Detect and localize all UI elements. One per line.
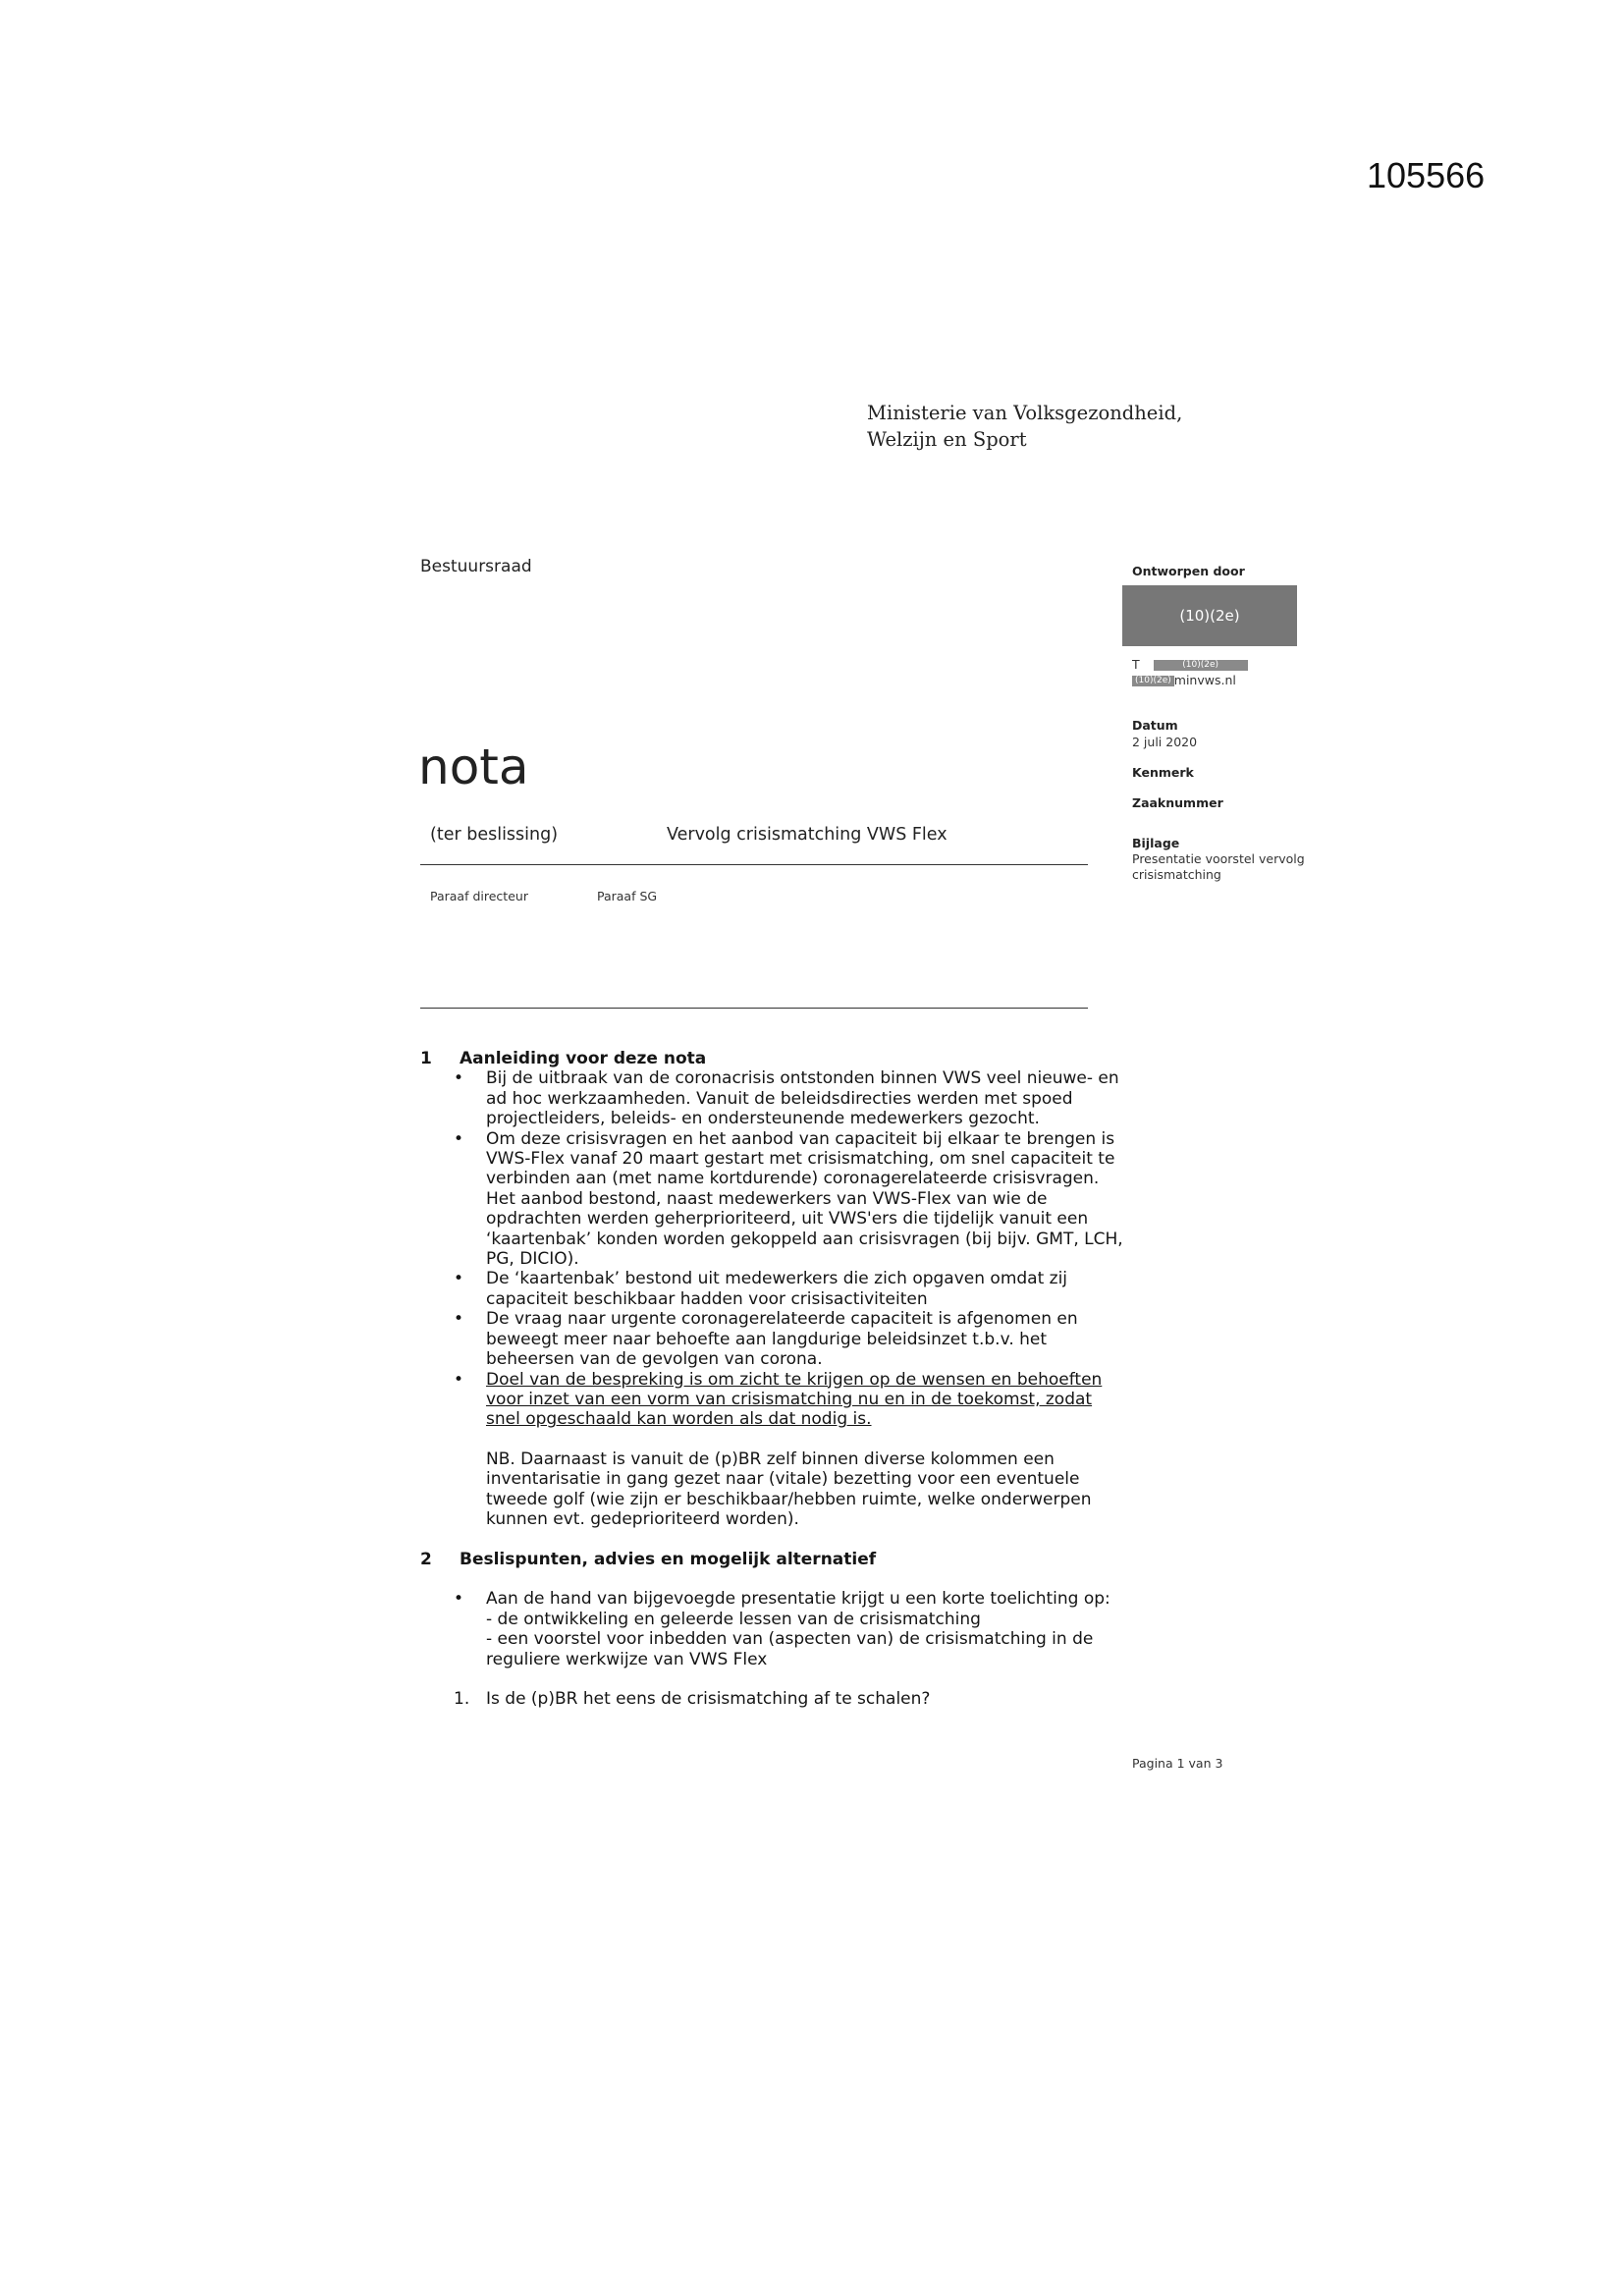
question-text: Is de (p)BR het eens de crisismatching af te schalen? <box>486 1689 931 1710</box>
question-number: 1. <box>454 1689 470 1710</box>
list-item <box>420 1370 1127 1430</box>
list-item <box>420 1689 1127 1709</box>
section-2-bullets <box>420 1589 1127 1669</box>
nb-note: NB. Daarnaast is vanuit de (p)BR zelf binnen diverse kolommen een inventarisatie in gang gezet naar (vitale) bezetting voor een eventuele tweede golf (wie zijn er beschikbaar/hebben ruimte, welke onderwerpen kunnen evt. gedeprioriteerd worden). <box>486 1449 1092 1529</box>
document-title: nota <box>418 738 529 795</box>
email-row <box>1132 672 1236 688</box>
section-2-number: 2 <box>420 1550 432 1569</box>
redacted-author: (10)(2e) <box>1122 585 1297 646</box>
kenmerk-label: Kenmerk <box>1132 765 1194 780</box>
divider-bottom <box>420 1008 1088 1009</box>
list-item: • De ‘kaartenbak’ bestond uit medewerkers die zich opgaven omdat zij capaciteit beschikbaar hadden voor crisisactiviteiten <box>420 1269 1127 1309</box>
section-2-heading <box>420 1550 1127 1569</box>
list-item: • De vraag naar urgente coronagerelateerde capaciteit is afgenomen en beweegt meer naar behoefte aan langdurige beleidsinzet t.b.v. het beheersen van de gevolgen van corona. <box>420 1309 1127 1369</box>
document-number: 105566 <box>1367 155 1486 195</box>
zaaknummer-label: Zaaknummer <box>1132 795 1223 810</box>
document-subject: Vervolg crisismatching VWS Flex <box>667 825 947 845</box>
section-2 <box>420 1550 1127 1709</box>
section-1 <box>420 1049 1127 1529</box>
section-2-title: Beslispunten, advies en mogelijk alternatief <box>460 1550 877 1569</box>
email-redacted: (10)(2e) <box>1132 676 1174 686</box>
bijlage-line-2: crisismatching <box>1132 867 1221 882</box>
section-1-heading <box>420 1049 1127 1068</box>
bullet-line: - een voorstel voor inbedden van (aspecten van) de crisismatching in de reguliere werkwijze van VWS Flex <box>486 1629 1094 1669</box>
bijlage-line-1: Presentatie voorstel vervolg <box>1132 851 1305 866</box>
bullet-line: - de ontwikkeling en geleerde lessen van de crisismatching <box>486 1609 981 1629</box>
ontworpen-door-label: Ontworpen door <box>1132 564 1245 578</box>
goal-statement: Doel van de bespreking is om zicht te krijgen op de wensen en behoeften voor inzet van een vorm van crisismatching nu en in de toekomst, zodat snel opgeschaald kan worden als dat nodig is. <box>486 1369 1103 1430</box>
list-item <box>420 1589 1127 1669</box>
bijlage-label: Bijlage <box>1132 836 1180 850</box>
section-1-number: 1 <box>420 1049 432 1068</box>
ministry-line-1: Ministerie van Volksgezondheid, <box>867 402 1183 424</box>
ministry-line-2: Welzijn en Sport <box>867 428 1027 451</box>
decision-questions <box>420 1689 1127 1709</box>
audience: Bestuursraad <box>420 557 532 576</box>
document-type: (ter beslissing) <box>430 825 559 845</box>
phone-prefix: T <box>1132 657 1140 672</box>
paraaf-sg-label: Paraaf SG <box>597 889 658 903</box>
page-number: Pagina 1 van 3 <box>1132 1756 1223 1771</box>
email-suffix: minvws.nl <box>1173 673 1236 687</box>
ministry-logo-text <box>867 400 1182 453</box>
phone-row <box>1132 656 1248 673</box>
section-1-title: Aanleiding voor deze nota <box>460 1049 707 1068</box>
bullet-line: • Aan de hand van bijgevoegde presentatie krijgt u een korte toelichting op: <box>486 1589 1110 1610</box>
list-item: • Bij de uitbraak van de coronacrisis ontstonden binnen VWS veel nieuwe- en ad hoc werkzaamheden. Vanuit de beleidsdirecties werden met spoed projectleiders, beleids- en ondersteunende medewerkers gezocht. <box>420 1068 1127 1128</box>
datum-label: Datum <box>1132 718 1178 733</box>
section-1-bullets <box>420 1068 1127 1429</box>
phone-redacted: (10)(2e) <box>1154 660 1248 671</box>
datum-value: 2 juli 2020 <box>1132 735 1198 749</box>
divider-top <box>420 864 1088 865</box>
list-item: • Om deze crisisvragen en het aanbod van capaciteit bij elkaar te brengen is VWS-Flex vanaf 20 maart gestart met crisismatching, om snel capaciteit te verbinden aan (met name kortdurende) coronagerelateerde crisisvragen. Het aanbod bestond, naast medewerkers van VWS-Flex van wie de opdrachten werden geherprioriteerd, uit VWS'ers die tijdelijk vanuit een ‘kaartenbak’ konden worden gekoppeld aan crisisvragen (bij bijv. GMT, LCH, PG, DICIO). <box>420 1129 1127 1270</box>
paraaf-directeur-label: Paraaf directeur <box>430 889 528 903</box>
